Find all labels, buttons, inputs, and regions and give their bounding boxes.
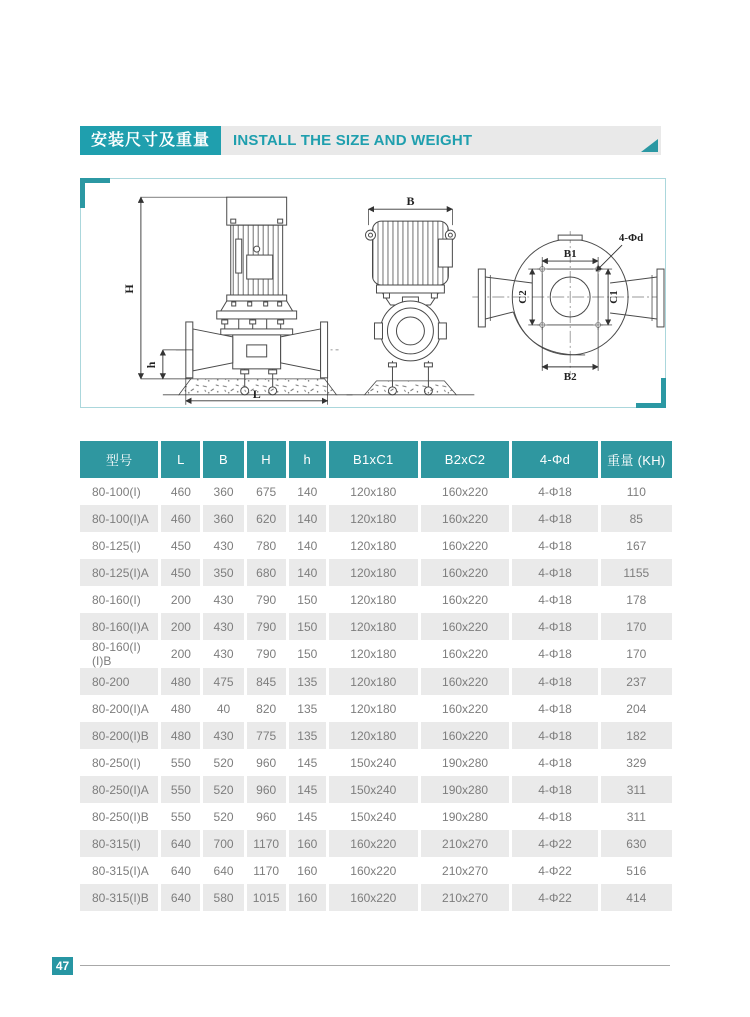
model-cell: 80-250(I) — [80, 749, 160, 776]
value-cell: 4-Φ22 — [511, 884, 599, 911]
value-cell: 550 — [160, 776, 202, 803]
value-cell: 430 — [202, 722, 245, 749]
table-row — [80, 749, 672, 776]
value-cell: 120x180 — [327, 505, 419, 532]
value-cell: 120x180 — [327, 586, 419, 613]
table-row — [80, 559, 672, 586]
value-cell: 580 — [202, 884, 245, 911]
value-cell: 140 — [287, 505, 327, 532]
value-cell: 160x220 — [419, 695, 511, 722]
value-cell: 430 — [202, 613, 245, 640]
table-row — [80, 830, 672, 857]
column-header-7: 4-Φd — [511, 441, 599, 478]
value-cell: 145 — [287, 803, 327, 830]
model-cell: 80-315(I) — [80, 830, 160, 857]
dim-label-H: H — [121, 284, 136, 294]
panel-corner-accent-bottom-right — [636, 378, 666, 408]
value-cell: 430 — [202, 532, 245, 559]
spec-table — [80, 441, 672, 911]
column-header-0: 型号 — [80, 441, 160, 478]
dim-label-h: h — [143, 361, 158, 369]
value-cell: 85 — [599, 505, 672, 532]
model-cell: 80-250(I)B — [80, 803, 160, 830]
model-cell: 80-250(I)A — [80, 776, 160, 803]
column-header-4: h — [287, 441, 327, 478]
value-cell: 200 — [160, 586, 202, 613]
model-cell: 80-160(I)A — [80, 613, 160, 640]
column-header-1: L — [160, 441, 202, 478]
value-cell: 120x180 — [327, 478, 419, 505]
value-cell: 120x180 — [327, 640, 419, 668]
value-cell: 4-Φ18 — [511, 586, 599, 613]
value-cell: 475 — [202, 668, 245, 695]
value-cell: 675 — [245, 478, 287, 505]
value-cell: 4-Φ22 — [511, 857, 599, 884]
value-cell: 182 — [599, 722, 672, 749]
value-cell: 460 — [160, 478, 202, 505]
value-cell: 845 — [245, 668, 287, 695]
panel-corner-accent-top-left — [80, 178, 110, 208]
value-cell: 520 — [202, 803, 245, 830]
value-cell: 620 — [245, 505, 287, 532]
value-cell: 311 — [599, 776, 672, 803]
value-cell: 200 — [160, 613, 202, 640]
value-cell: 160x220 — [419, 478, 511, 505]
value-cell: 1170 — [245, 857, 287, 884]
value-cell: 170 — [599, 640, 672, 668]
model-cell: 80-100(I)A — [80, 505, 160, 532]
value-cell: 135 — [287, 722, 327, 749]
value-cell: 520 — [202, 749, 245, 776]
value-cell: 145 — [287, 776, 327, 803]
value-cell: 780 — [245, 532, 287, 559]
value-cell: 135 — [287, 695, 327, 722]
value-cell: 145 — [287, 749, 327, 776]
column-header-3: H — [245, 441, 287, 478]
value-cell: 140 — [287, 532, 327, 559]
title-corner-triangle-icon — [641, 139, 658, 152]
section-title-zh: 安装尺寸及重量 — [80, 126, 221, 155]
value-cell: 775 — [245, 722, 287, 749]
value-cell: 160 — [287, 857, 327, 884]
value-cell: 178 — [599, 586, 672, 613]
table-row — [80, 695, 672, 722]
dim-label-B1: B1 — [563, 248, 577, 261]
value-cell: 480 — [160, 722, 202, 749]
value-cell: 516 — [599, 857, 672, 884]
value-cell: 1015 — [245, 884, 287, 911]
model-cell: 80-315(I)A — [80, 857, 160, 884]
value-cell: 450 — [160, 532, 202, 559]
pump-dimension-drawing — [81, 179, 665, 407]
value-cell: 630 — [599, 830, 672, 857]
value-cell: 4-Φ18 — [511, 640, 599, 668]
value-cell: 550 — [160, 749, 202, 776]
value-cell: 790 — [245, 586, 287, 613]
value-cell: 140 — [287, 478, 327, 505]
table-row — [80, 478, 672, 505]
value-cell: 160x220 — [327, 830, 419, 857]
model-cell: 80-100(I) — [80, 478, 160, 505]
value-cell: 4-Φ18 — [511, 695, 599, 722]
value-cell: 4-Φ18 — [511, 668, 599, 695]
value-cell: 40 — [202, 695, 245, 722]
dim-label-C2: C2 — [517, 290, 530, 304]
table-row — [80, 803, 672, 830]
value-cell: 414 — [599, 884, 672, 911]
table-row — [80, 505, 672, 532]
model-cell: 80-160(I)(I)B — [80, 640, 160, 668]
value-cell: 160x220 — [419, 640, 511, 668]
value-cell: 210x270 — [419, 857, 511, 884]
value-cell: 160x220 — [419, 559, 511, 586]
value-cell: 480 — [160, 668, 202, 695]
value-cell: 4-Φ18 — [511, 559, 599, 586]
table-row — [80, 884, 672, 911]
value-cell: 190x280 — [419, 803, 511, 830]
value-cell: 120x180 — [327, 695, 419, 722]
dim-label-L: L — [252, 386, 261, 401]
value-cell: 120x180 — [327, 613, 419, 640]
value-cell: 360 — [202, 505, 245, 532]
column-header-6: B2xC2 — [419, 441, 511, 478]
page-number-badge: 47 — [52, 957, 73, 975]
value-cell: 120x180 — [327, 532, 419, 559]
value-cell: 4-Φ18 — [511, 803, 599, 830]
value-cell: 430 — [202, 586, 245, 613]
value-cell: 190x280 — [419, 749, 511, 776]
dim-label-C1: C1 — [608, 290, 621, 304]
value-cell: 160x220 — [419, 613, 511, 640]
spec-table-body — [80, 478, 672, 911]
side-view-drawing — [347, 221, 475, 395]
dim-label-B: B — [406, 194, 415, 209]
value-cell: 640 — [160, 884, 202, 911]
value-cell: 237 — [599, 668, 672, 695]
value-cell: 160x220 — [419, 722, 511, 749]
model-cell: 80-125(I)A — [80, 559, 160, 586]
model-cell: 80-160(I) — [80, 586, 160, 613]
table-row — [80, 857, 672, 884]
value-cell: 329 — [599, 749, 672, 776]
installation-drawing-panel — [80, 178, 666, 408]
dim-label-bolt-holes: 4-Φd — [618, 232, 644, 245]
model-cell: 80-125(I) — [80, 532, 160, 559]
value-cell: 1170 — [245, 830, 287, 857]
table-row — [80, 640, 672, 668]
dim-label-B2: B2 — [563, 370, 577, 383]
model-cell: 80-200(I)A — [80, 695, 160, 722]
value-cell: 480 — [160, 695, 202, 722]
value-cell: 4-Φ18 — [511, 532, 599, 559]
value-cell: 150 — [287, 613, 327, 640]
value-cell: 360 — [202, 478, 245, 505]
value-cell: 4-Φ18 — [511, 722, 599, 749]
value-cell: 120x180 — [327, 722, 419, 749]
value-cell: 150x240 — [327, 803, 419, 830]
value-cell: 790 — [245, 613, 287, 640]
value-cell: 4-Φ18 — [511, 749, 599, 776]
value-cell: 120x180 — [327, 668, 419, 695]
value-cell: 960 — [245, 749, 287, 776]
value-cell: 820 — [245, 695, 287, 722]
value-cell: 200 — [160, 640, 202, 668]
value-cell: 960 — [245, 803, 287, 830]
value-cell: 640 — [202, 857, 245, 884]
value-cell: 140 — [287, 559, 327, 586]
value-cell: 700 — [202, 830, 245, 857]
model-cell: 80-315(I)B — [80, 884, 160, 911]
value-cell: 960 — [245, 776, 287, 803]
value-cell: 160x220 — [419, 532, 511, 559]
table-row — [80, 722, 672, 749]
value-cell: 160x220 — [327, 857, 419, 884]
value-cell: 170 — [599, 613, 672, 640]
value-cell: 210x270 — [419, 830, 511, 857]
value-cell: 167 — [599, 532, 672, 559]
value-cell: 150 — [287, 586, 327, 613]
table-row — [80, 776, 672, 803]
value-cell: 450 — [160, 559, 202, 586]
table-row — [80, 613, 672, 640]
value-cell: 160x220 — [327, 884, 419, 911]
model-cell: 80-200 — [80, 668, 160, 695]
value-cell: 4-Φ18 — [511, 505, 599, 532]
value-cell: 160x220 — [419, 668, 511, 695]
value-cell: 150x240 — [327, 749, 419, 776]
value-cell: 640 — [160, 830, 202, 857]
section-title-en: INSTALL THE SIZE AND WEIGHT — [233, 132, 473, 149]
value-cell: 190x280 — [419, 776, 511, 803]
value-cell: 4-Φ22 — [511, 830, 599, 857]
model-cell: 80-200(I)B — [80, 722, 160, 749]
spec-table-header-row — [80, 441, 672, 478]
value-cell: 150x240 — [327, 776, 419, 803]
value-cell: 520 — [202, 776, 245, 803]
column-header-2: B — [202, 441, 245, 478]
value-cell: 311 — [599, 803, 672, 830]
value-cell: 160 — [287, 884, 327, 911]
front-view-drawing — [163, 197, 353, 395]
value-cell: 135 — [287, 668, 327, 695]
column-header-5: B1xC1 — [327, 441, 419, 478]
value-cell: 210x270 — [419, 884, 511, 911]
value-cell: 160x220 — [419, 505, 511, 532]
table-row — [80, 668, 672, 695]
value-cell: 350 — [202, 559, 245, 586]
value-cell: 160 — [287, 830, 327, 857]
value-cell: 110 — [599, 478, 672, 505]
value-cell: 640 — [160, 857, 202, 884]
value-cell: 4-Φ18 — [511, 613, 599, 640]
column-header-8: 重量 (KH) — [599, 441, 672, 478]
value-cell: 1155 — [599, 559, 672, 586]
value-cell: 150 — [287, 640, 327, 668]
section-title-bar — [80, 126, 661, 155]
value-cell: 4-Φ18 — [511, 776, 599, 803]
value-cell: 430 — [202, 640, 245, 668]
table-row — [80, 532, 672, 559]
footer-divider-line — [80, 965, 670, 966]
value-cell: 680 — [245, 559, 287, 586]
value-cell: 120x180 — [327, 559, 419, 586]
table-row — [80, 586, 672, 613]
value-cell: 460 — [160, 505, 202, 532]
value-cell: 550 — [160, 803, 202, 830]
value-cell: 204 — [599, 695, 672, 722]
value-cell: 160x220 — [419, 586, 511, 613]
value-cell: 790 — [245, 640, 287, 668]
value-cell: 4-Φ18 — [511, 478, 599, 505]
